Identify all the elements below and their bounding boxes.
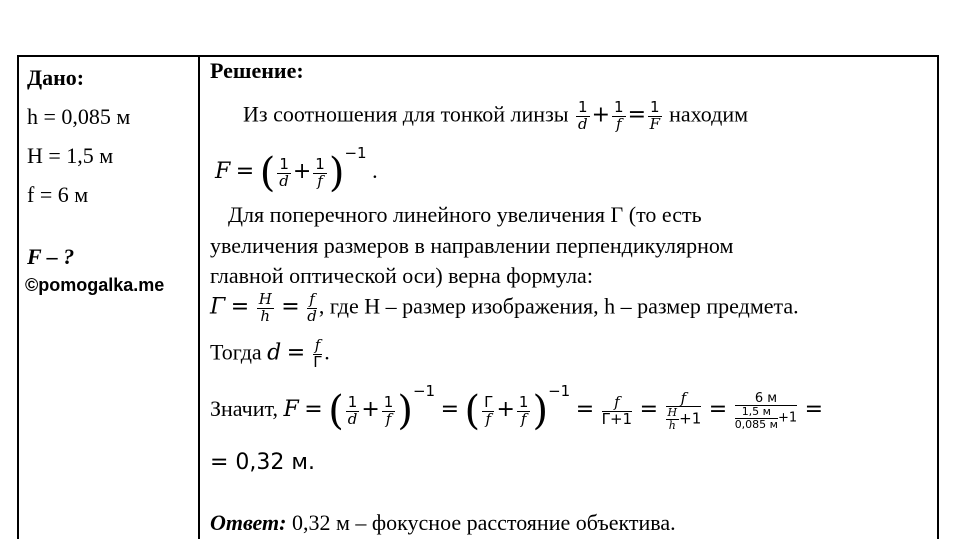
F-formula-line: F = ( $\frac{1}{d}$ + $\frac{1}{f}$ )$^{-1}$ . (215, 144, 378, 196)
p1-end: находим (669, 101, 749, 127)
d-line: Тогда d = $\frac{f}{\Gamma}$ . (210, 336, 330, 371)
p3-line3: главной оптической оси) верна формула: (210, 263, 593, 288)
frac-1-d: $\frac{1}{d}$ (578, 98, 588, 133)
lens-formula-line: Из соотношения для тонкой линзы $\frac{1}{d}$ + $\frac{1}{f}$ = $\frac{1}{F}$ находим (243, 98, 749, 133)
frac-1-f: $\frac{1}{f}$ (614, 98, 624, 133)
watermark: ©pomogalka.me (25, 275, 165, 295)
p3-line1: Для поперечного линейного увеличения Γ (то есть (228, 202, 702, 227)
final-result: = 0,32 м. (210, 450, 315, 475)
column-divider (198, 55, 200, 539)
given-f: f = 6 м (27, 182, 89, 207)
result-derivation-line: Значит, F = ( $\frac{1}{d}$ + $\frac{1}{f}$ )$^{-1}$ = ( $\frac{\Gamma}{f}$ + $\frac{1}{f}$ )$^{-1}$ = $\frac{f}{\Gamma+1}$ = f $\frac{H}{h}$ +1 = 6 м $\frac{1,5 м}{0,085 м}$ +1 = (210, 382, 824, 434)
given-header: Дано: (27, 65, 85, 90)
given-H: H = 1,5 м (27, 143, 114, 168)
answer-line (210, 510, 676, 536)
p1-text: Из соотношения для тонкой линзы (243, 101, 569, 127)
p6-text: Значит, (210, 396, 278, 422)
p3-line2: увеличения размеров в направлении перпендикулярном (210, 233, 734, 258)
given-column (27, 58, 197, 214)
frac-1-F: $\frac{1}{F}$ (649, 98, 660, 133)
answer-label: Ответ: (210, 510, 287, 535)
magnification-line: Γ = $\frac{H}{h}$ = $\frac{f}{d}$ , где H – размер изображения, h – размер предмета. (210, 290, 799, 325)
p4-text: , где H – размер изображения, h – размер предмета. (318, 293, 799, 319)
unknown-quantity: F – ? (27, 244, 75, 269)
given-h: h = 0,085 м (27, 104, 131, 129)
solution-header: Решение: (210, 58, 304, 83)
solution-column (210, 58, 930, 84)
p5-text: Тогда (210, 339, 262, 365)
answer-text: 0,32 м – фокусное расстояние объектива. (291, 510, 676, 535)
